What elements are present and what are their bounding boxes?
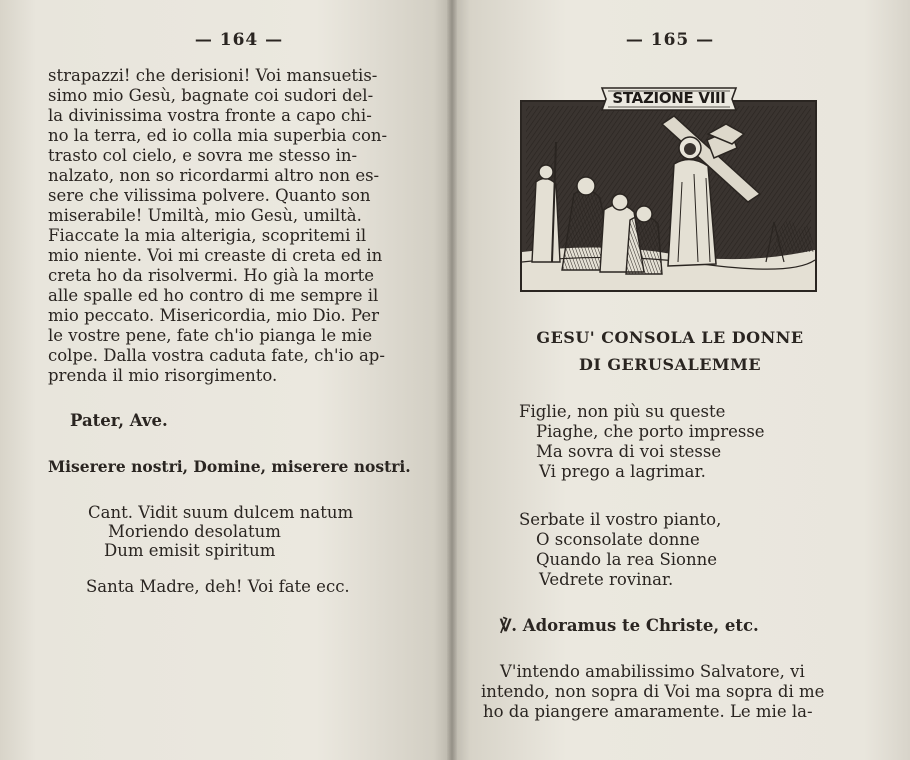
text-line: prenda il mio risorgimento. (48, 366, 278, 385)
text-line: nalzato, non so ricordarmi altro non es- (48, 166, 380, 185)
verse-line: Vi prego a lagrimar. (539, 462, 706, 481)
station-illustration (520, 100, 817, 292)
adoramus-line: ℣. Adoramus te Christe, etc. (500, 616, 759, 635)
station-banner: STAZIONE VIII (612, 89, 726, 107)
text-line: creta ho da risolvermi. Ho già la morte (48, 266, 374, 285)
text-line: la divinissima vostra fronte a capo chi- (48, 106, 372, 125)
text-line: ho da piangere amaramente. Le mie la- (483, 702, 813, 721)
station-heading-line2: DI GERUSALEMME (578, 355, 762, 374)
verse-line: O sconsolate donne (536, 530, 700, 549)
cant-line: Cant. Vidit suum dulcem natum (88, 503, 354, 522)
station-heading-line1: GESU' CONSOLA LE DONNE (536, 328, 804, 347)
page-number-left: — 164 — (194, 30, 284, 50)
text-line: sere che vilissima polvere. Quanto son (48, 186, 371, 205)
verse-line: Vedrete rovinar. (539, 570, 674, 589)
text-line: mio niente. Voi mi creaste di creta ed in (48, 246, 383, 265)
text-line: alle spalle ed ho contro di me sempre il (48, 286, 379, 305)
text-line: trasto col cielo, e sovra me stesso in- (48, 146, 358, 165)
text-line: V'intendo amabilissimo Salvatore, vi (500, 662, 805, 681)
page-number-right: — 165 — (625, 30, 715, 50)
text-line: le vostre pene, fate ch'io pianga le mie (48, 326, 373, 345)
cant-line: Moriendo desolatum (108, 522, 281, 541)
verse-line: Ma sovra di voi stesse (536, 442, 722, 461)
text-line: intendo, non sopra di Voi ma sopra di me (481, 682, 825, 701)
text-line: mio peccato. Misericordia, mio Dio. Per (48, 306, 380, 325)
cant-line: Dum emisit spiritum (104, 541, 276, 560)
pater-ave: Pater, Ave. (70, 411, 168, 430)
text-line: simo mio Gesù, bagnate coi sudori del- (48, 86, 374, 105)
verse-line: Quando la rea Sionne (536, 550, 717, 569)
verse-line: Figlie, non più su queste (519, 402, 726, 421)
text-line: miserabile! Umiltà, mio Gesù, umiltà. (48, 206, 362, 225)
text-line: strapazzi! che derisioni! Voi mansuetis- (48, 66, 378, 85)
text-line: no la terra, ed io colla mia superbia con- (48, 126, 388, 145)
miserere-line: Miserere nostri, Domine, miserere nostri. (48, 457, 411, 476)
text-line: Fiaccate la mia alterigia, scopritemi il (48, 226, 367, 245)
book-gutter (447, 0, 457, 760)
text-line: colpe. Dalla vostra caduta fate, ch'io ap- (48, 346, 385, 365)
verse-line: Piaghe, che porto impresse (536, 422, 765, 441)
santa-madre-line: Santa Madre, deh! Voi fate ecc. (86, 577, 350, 596)
stations-of-the-cross-engraving-icon (522, 102, 815, 290)
verse-line: Serbate il vostro pianto, (519, 510, 722, 529)
